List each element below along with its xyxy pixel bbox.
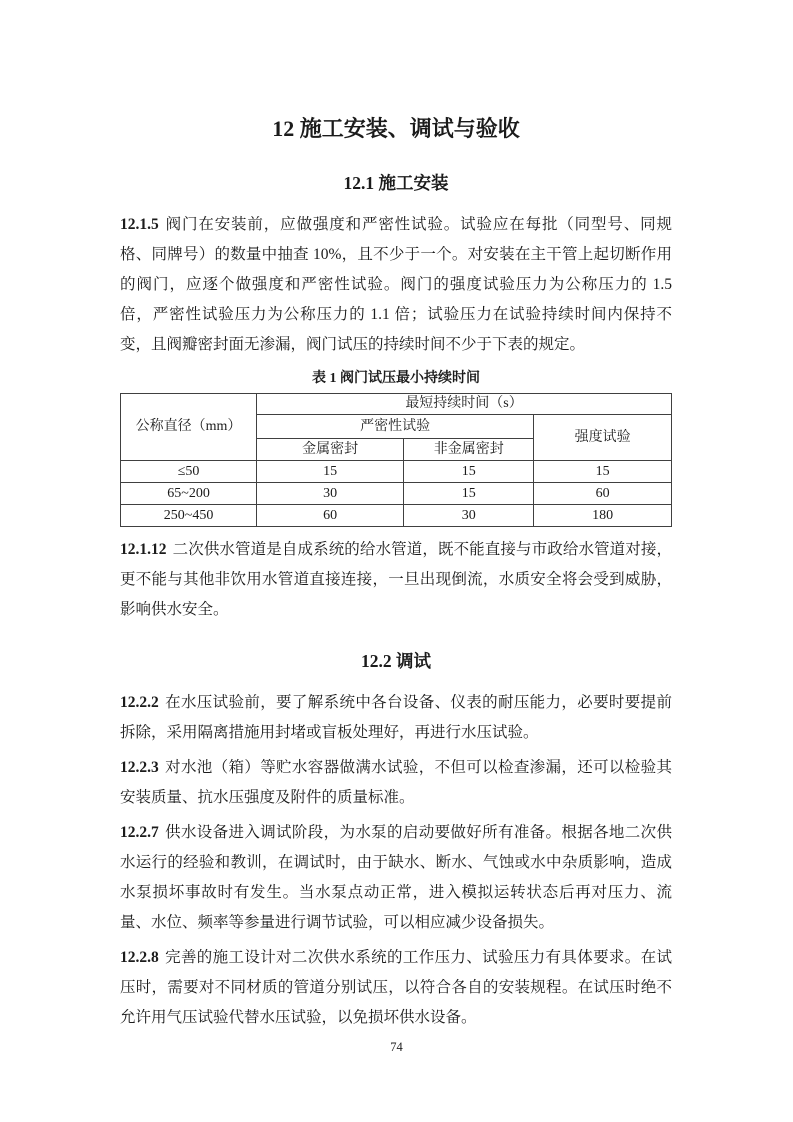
col-header-min-duration: 最短持续时间（s） (257, 394, 672, 415)
clause-number-12-2-3: 12.2.3 (120, 759, 159, 776)
clause-number-12-1-12: 12.1.12 (120, 541, 167, 558)
cell-metal-seal: 15 (257, 461, 404, 483)
clause-12-2-8 (120, 943, 672, 1033)
cell-nonmetal-seal: 15 (404, 483, 534, 505)
cell-diameter: ≤50 (121, 461, 257, 483)
clause-12-2-2 (120, 688, 672, 748)
clause-text-12-2-3: 对水池（箱）等贮水容器做满水试验，不但可以检查渗漏，还可以检验其安装质量、抗水压强度及附件的质量标准。 (120, 759, 672, 806)
col-header-tightness-test: 严密性试验 (257, 415, 534, 439)
cell-nonmetal-seal: 30 (404, 505, 534, 527)
cell-diameter: 65~200 (121, 483, 257, 505)
table-caption: 表 1 阀门试压最小持续时间 (312, 371, 480, 386)
section-heading-12-1: 12.1 施工安装 (343, 173, 449, 193)
cell-strength: 180 (534, 505, 672, 527)
clause-text-12-1-12: 二次供水管道是自成系统的给水管道，既不能直接与市政给水管道对接，更不能与其他非饮用水管道直接连接，一旦出现倒流，水质安全将会受到威胁，影响供水安全。 (120, 541, 672, 618)
clause-number-12-2-8: 12.2.8 (120, 949, 159, 966)
clause-text-12-1-5: 阀门在安装前，应做强度和严密性试验。试验应在每批（同型号、同规格、同牌号）的数量中抽查 10%，且不少于一个。对安装在主干管上起切断作用的阀门，应逐个做强度和严密性试验。阀门的强度试验压力为公称压力的 1.5 倍，严密性试验压力为公称压力的 1.1 倍；试验压力在试验持续时间内保持不变，且阀瓣密封面无渗漏，阀门试压的持续时间不少于下表的规定。 (120, 216, 672, 353)
table-row (121, 461, 672, 483)
col-header-strength-test: 强度试验 (534, 415, 672, 461)
cell-metal-seal: 60 (257, 505, 404, 527)
page-number: 74 (390, 1040, 403, 1054)
cell-nonmetal-seal: 15 (404, 461, 534, 483)
clause-12-1-12 (120, 535, 672, 625)
table-header-row-1 (121, 394, 672, 415)
chapter-title: 12 施工安装、调试与验收 (272, 116, 520, 141)
clause-number-12-1-5: 12.1.5 (120, 216, 159, 233)
col-header-nonmetal-seal: 非金属密封 (404, 439, 534, 461)
clause-number-12-2-2: 12.2.2 (120, 694, 159, 711)
clause-text-12-2-8: 完善的施工设计对二次供水系统的工作压力、试验压力有具体要求。在试压时，需要对不同材质的管道分别试压，以符合各自的安装规程。在试压时绝不允许用气压试验代替水压试验，以免损坏供水设备。 (120, 949, 672, 1026)
col-header-nominal-diameter: 公称直径（mm） (121, 394, 257, 461)
cell-diameter: 250~450 (121, 505, 257, 527)
valve-test-duration-table (120, 393, 672, 527)
cell-metal-seal: 30 (257, 483, 404, 505)
clause-number-12-2-7: 12.2.7 (120, 824, 159, 841)
clause-12-2-3 (120, 753, 672, 813)
cell-strength: 15 (534, 461, 672, 483)
clause-text-12-2-2: 在水压试验前，要了解系统中各台设备、仪表的耐压能力，必要时要提前拆除，采用隔离措施用封堵或盲板处理好，再进行水压试验。 (120, 694, 672, 741)
table-row (121, 483, 672, 505)
cell-strength: 60 (534, 483, 672, 505)
clause-12-2-7 (120, 818, 672, 938)
clause-text-12-2-7: 供水设备进入调试阶段，为水泵的启动要做好所有准备。根据各地二次供水运行的经验和教训，在调试时，由于缺水、断水、气蚀或水中杂质影响，造成水泵损坏事故时有发生。当水泵点动正常，进入模拟运转状态后再对压力、流量、水位、频率等参量进行调节试验，可以相应减少设备损失。 (120, 824, 672, 931)
table-row (121, 505, 672, 527)
col-header-metal-seal: 金属密封 (257, 439, 404, 461)
clause-12-1-5 (120, 210, 672, 360)
section-heading-12-2: 12.2 调试 (361, 651, 431, 671)
